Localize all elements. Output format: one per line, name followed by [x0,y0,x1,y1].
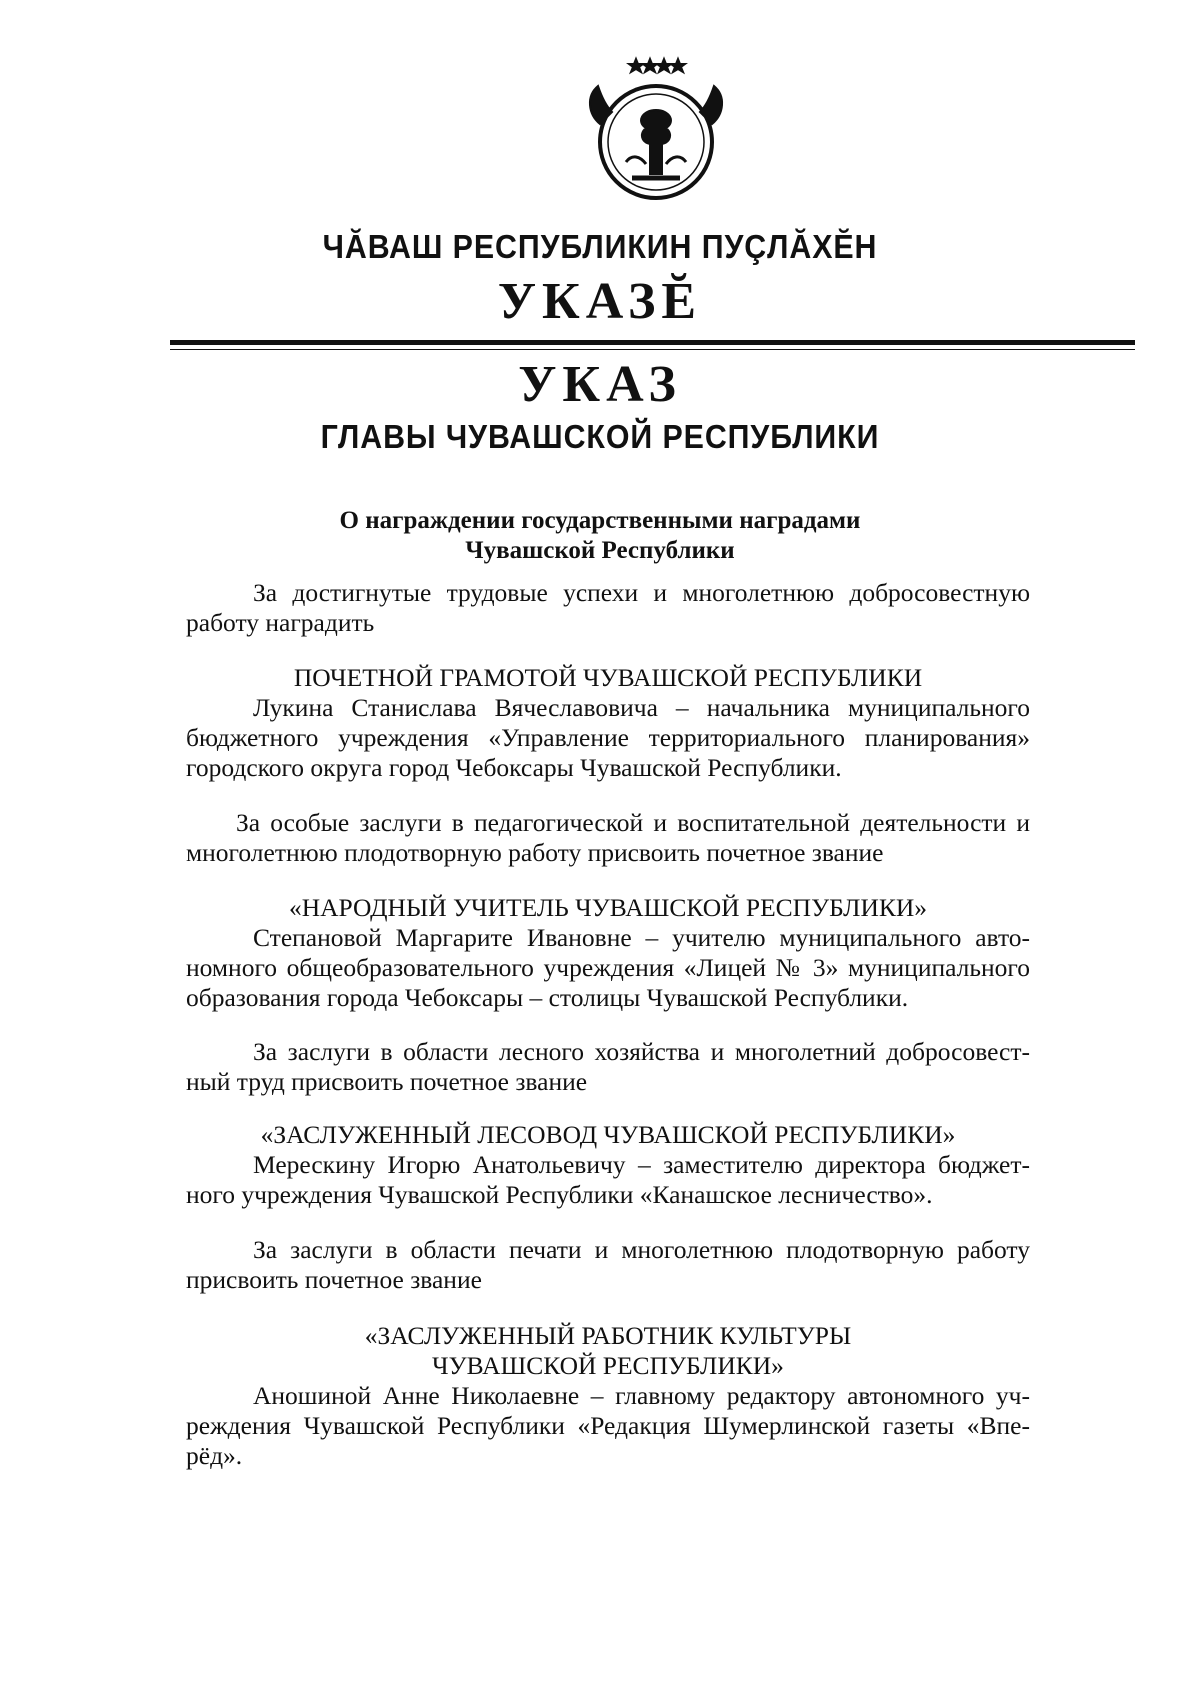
decree-subject [0,506,1200,566]
section-2-recipient-line: Степановой Маргарите Ивановне – учителю муниципального авто- [253,923,1030,952]
section-2-intro-line: многолетнюю плодотворную работу присвоить почетное звание [186,838,884,867]
header-divider-thick [170,340,1135,345]
section-1-intro-line: За достигнутые трудовые успехи и многолетнюю добросовестную [253,578,1030,607]
section-4-recipient-line: реждения Чувашской Республики «Редакция Шумерлинской газеты «Впе- [186,1411,1030,1440]
section-1-recipient-line: городского округа город Чебоксары Чувашской Республики. [186,753,842,782]
header-divider-thin [170,349,1135,350]
header-chuvash-ukaze: УКАЗĔ [497,273,703,330]
section-4-intro-line: За заслуги в области печати и многолетнюю плодотворную работу [253,1235,1030,1264]
section-4-recipient-line: Аношиной Анне Николаевне – главному редактору автономного уч- [253,1381,1030,1410]
section-1-intro-line: работу наградить [186,608,375,637]
section-3-intro-line: ный труд присвоить почетное звание [186,1067,588,1096]
star-icon [671,59,685,72]
section-2-award-title: «НАРОДНЫЙ УЧИТЕЛЬ ЧУВАШСКОЙ РЕСПУБЛИКИ» [288,893,928,922]
section-3-recipient-line: Мерескину Игорю Анатольевичу – заместителю директора бюджет- [253,1150,1030,1179]
star-icon [657,59,671,72]
section-4-intro-line: присвоить почетное звание [186,1265,482,1294]
section-3-award-title: «ЗАСЛУЖЕННЫЙ ЛЕСОВОД ЧУВАШСКОЙ РЕСПУБЛИКИ» [260,1120,956,1149]
section-3-recipient-line: ного учреждения Чувашской Республики «Канашское лесничество». [186,1180,933,1209]
star-icon [629,59,643,72]
decree-subject-line: О награждении государственными наградами [339,507,861,534]
header-chuvash-title: ЧĂВАШ РЕСПУБЛИКИН ПУÇЛĂХĔН [322,228,878,265]
section-4-award-title: «ЗАСЛУЖЕННЫЙ РАБОТНИК КУЛЬТУРЫ [364,1321,852,1350]
section-2-intro-line: За особые заслуги в педагогической и воспитательной деятельности и [236,808,1030,837]
section-2-recipient-line: образования города Чебоксары – столицы Чувашской Республики. [186,983,909,1012]
section-2-recipient-line: номного общеобразовательного учреждения «Лицей № 3» муниципального [186,953,1030,982]
header-ukaz: УКАЗ [518,356,682,413]
section-1-award-title: ПОЧЕТНОЙ ГРАМОТОЙ ЧУВАШСКОЙ РЕСПУБЛИКИ [293,663,923,692]
section-4-award-title: ЧУВАШСКОЙ РЕСПУБЛИКИ» [432,1351,784,1380]
star-icon [643,59,657,72]
coat-of-arms-emblem [576,54,736,204]
header-russian-title: ГЛАВЫ ЧУВАШСКОЙ РЕСПУБЛИКИ [320,418,880,455]
section-1-recipient-line: бюджетного учреждения «Управление территориального планирования» [186,723,1030,752]
section-3-intro-line: За заслуги в области лесного хозяйства и многолетний добросовест- [253,1037,1030,1066]
section-1-recipient-line: Лукина Станислава Вячеславовича – начальника муниципального [253,693,1030,722]
decree-subject-line: Чувашской Республики [465,537,735,564]
section-4-recipient-line: рёд». [186,1441,243,1470]
